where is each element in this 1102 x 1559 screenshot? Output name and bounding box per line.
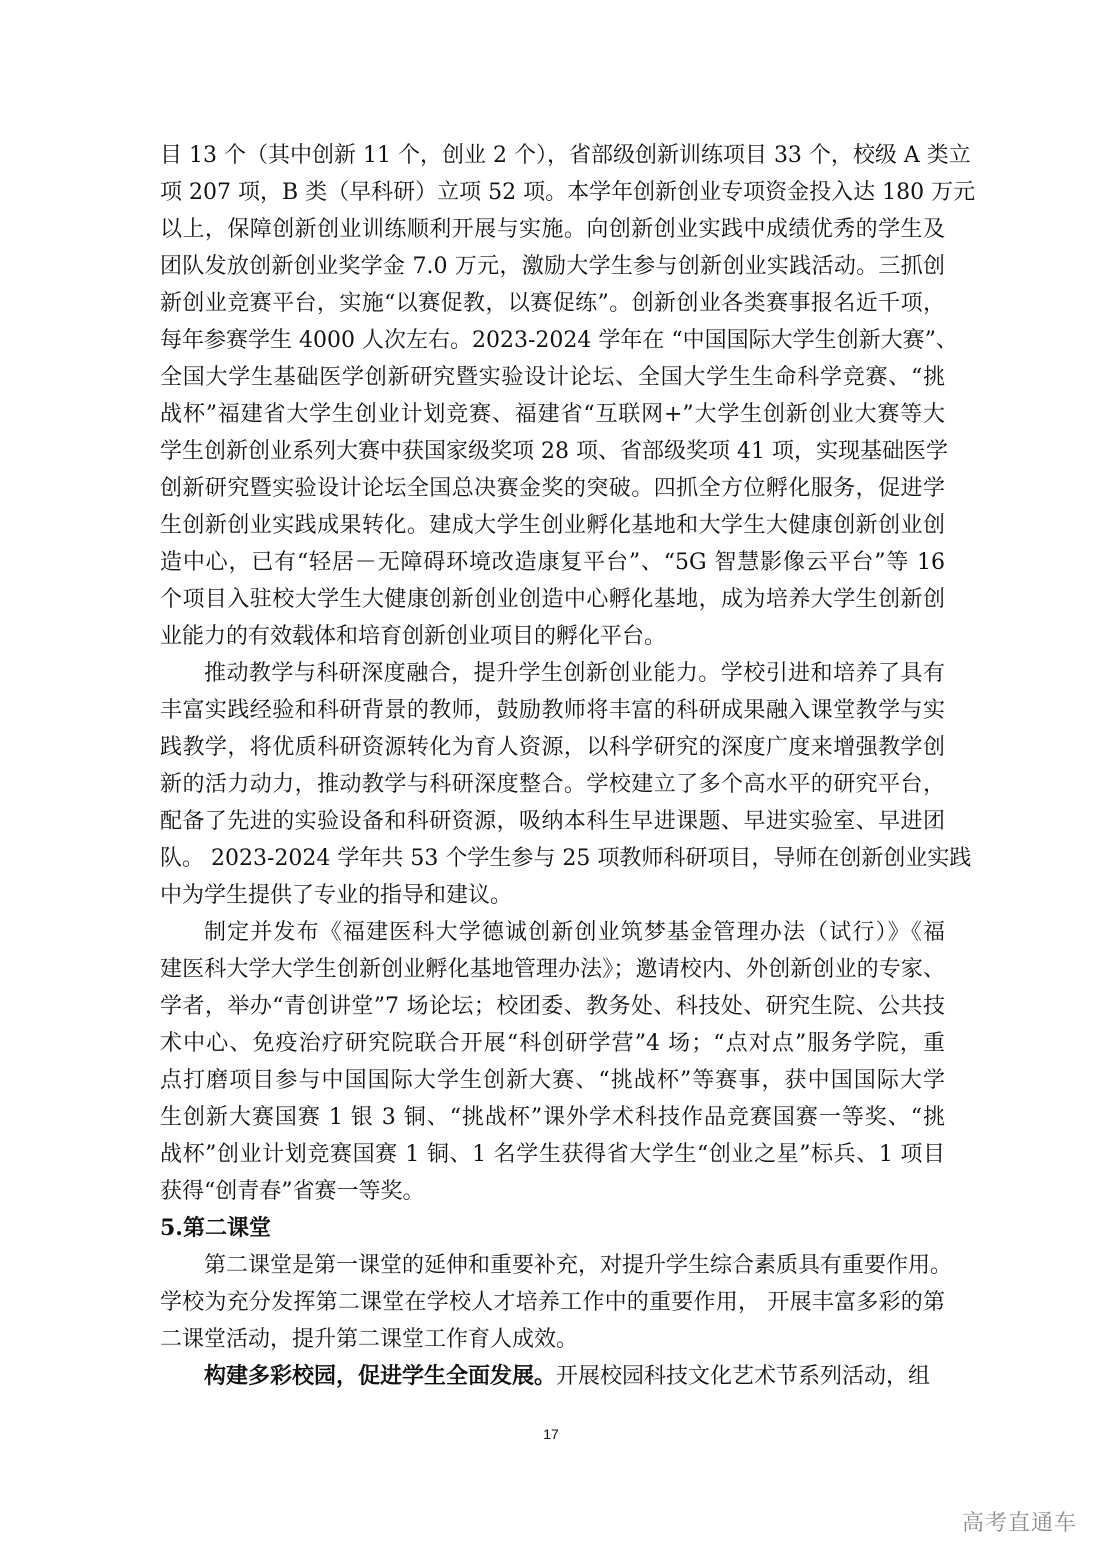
text-line: 第二课堂是第一课堂的延伸和重要补充，对提升学生综合素质具有重要作用。	[204, 1252, 953, 1278]
text-line: 项 207 项，B 类（早科研）立项 52 项。本学年创新创业专项资金投入达 180 万元	[160, 179, 976, 205]
text-line: 建医科大学大学生创新创业孵化基地管理办法》；邀请校内、外创新创业的专家、	[160, 956, 945, 982]
text-line: 每年参赛学生 4000 人次左右。2023-2024 学年在 “中国国际大学生创新大赛”、	[160, 327, 958, 353]
text-line: 战杯”福建省大学生创业计划竞赛、福建省“互联网+”大学生创新创业大赛等大	[160, 401, 945, 427]
text-line: 点打磨项目参与中国国际大学生创新大赛、“挑战杯”等赛事，获中国国际大学	[160, 1067, 945, 1093]
text-line: 队。 2023-2024 学年共 53 个学生参与 25 项教师科研项目，导师在创新创业实践	[160, 845, 972, 871]
text-line: 新创业竞赛平台，实施“以赛促教，以赛促练”。创新创业各类赛事报名近千项，	[160, 290, 945, 316]
text-line: 5.第二课堂	[160, 1214, 271, 1241]
text-line	[204, 1358, 945, 1395]
text-line: 个项目入驻校大学生大健康创新创业创造中心孵化基地，成为培养大学生创新创	[160, 586, 945, 612]
text-line: 业能力的有效载体和培育创新创业项目的孵化平台。	[160, 623, 667, 649]
text-line: 中为学生提供了专业的指导和建议。	[160, 882, 513, 908]
text-line: 新的活力动力，推动教学与科研深度整合。学校建立了多个高水平的研究平台，	[160, 771, 945, 797]
text-line: 目 13 个（其中创新 11 个，创业 2 个），省部级创新训练项目 33 个，校级 A 类立	[160, 142, 971, 168]
text-line: 生创新大赛国赛 1 银 3 铜、“挑战杯”课外学术科技作品竞赛国赛一等奖、“挑	[160, 1104, 945, 1130]
text-line: 配备了先进的实验设备和科研资源，吸纳本科生早进课题、早进实验室、早进团	[160, 808, 945, 834]
text-line: 造中心，已有“轻居－无障碍环境改造康复平台”、“5G 智慧影像云平台”等 16	[160, 549, 945, 575]
text-line: 术中心、免疫治疗研究院联合开展“科创研学营”4 场；“点对点”服务学院，重	[160, 1030, 945, 1056]
text-line: 二课堂活动，提升第二课堂工作育人成效。	[160, 1326, 579, 1352]
text-line: 获得“创青春”省赛一等奖。	[160, 1178, 425, 1204]
text-line: 学生创新创业系列大赛中获国家级奖项 28 项、省部级奖项 41 项，实现基础医学	[160, 438, 948, 464]
line-text: 开展校园科技文化艺术节系列活动，组	[556, 1363, 931, 1389]
text-line: 丰富实践经验和科研背景的教师，鼓励教师将丰富的科研成果融入课堂教学与实	[160, 697, 945, 723]
watermark: 高考直通车	[962, 1511, 1078, 1536]
page-number: 17	[543, 1426, 559, 1442]
text-line: 学者，举办“青创讲堂”7 场论坛；校团委、教务处、科技处、研究生院、公共技	[160, 993, 945, 1019]
text-line: 战杯”创业计划竞赛国赛 1 铜、1 名学生获得省大学生“创业之星”标兵、1 项目	[160, 1141, 945, 1167]
text-line: 推动教学与科研深度融合，提升学生创新创业能力。学校引进和培养了具有	[204, 660, 945, 686]
text-line: 团队发放创新创业奖学金 7.0 万元，激励大学生参与创新创业实践活动。三抓创	[160, 253, 945, 279]
bold-lead: 构建多彩校园，促进学生全面发展。	[204, 1362, 557, 1389]
text-line: 制定并发布《福建医科大学德诚创新创业筑梦基金管理办法（试行）》《福	[204, 919, 945, 945]
text-line: 学校为充分发挥第二课堂在学校人才培养工作中的重要作用， 开展丰富多彩的第	[160, 1289, 945, 1315]
text-line: 生创新创业实践成果转化。建成大学生创业孵化基地和大学生大健康创新创业创	[160, 512, 945, 538]
text-line: 全国大学生基础医学创新研究暨实验设计论坛、全国大学生生命科学竞赛、“挑	[160, 364, 945, 390]
text-line: 践教学，将优质科研资源转化为育人资源，以科学研究的深度广度来增强教学创	[160, 734, 945, 760]
text-line: 以上，保障创新创业训练顺利开展与实施。向创新创业实践中成绩优秀的学生及	[160, 216, 945, 242]
text-line: 创新研究暨实验设计论坛全国总决赛金奖的突破。四抓全方位孵化服务，促进学	[160, 475, 945, 501]
